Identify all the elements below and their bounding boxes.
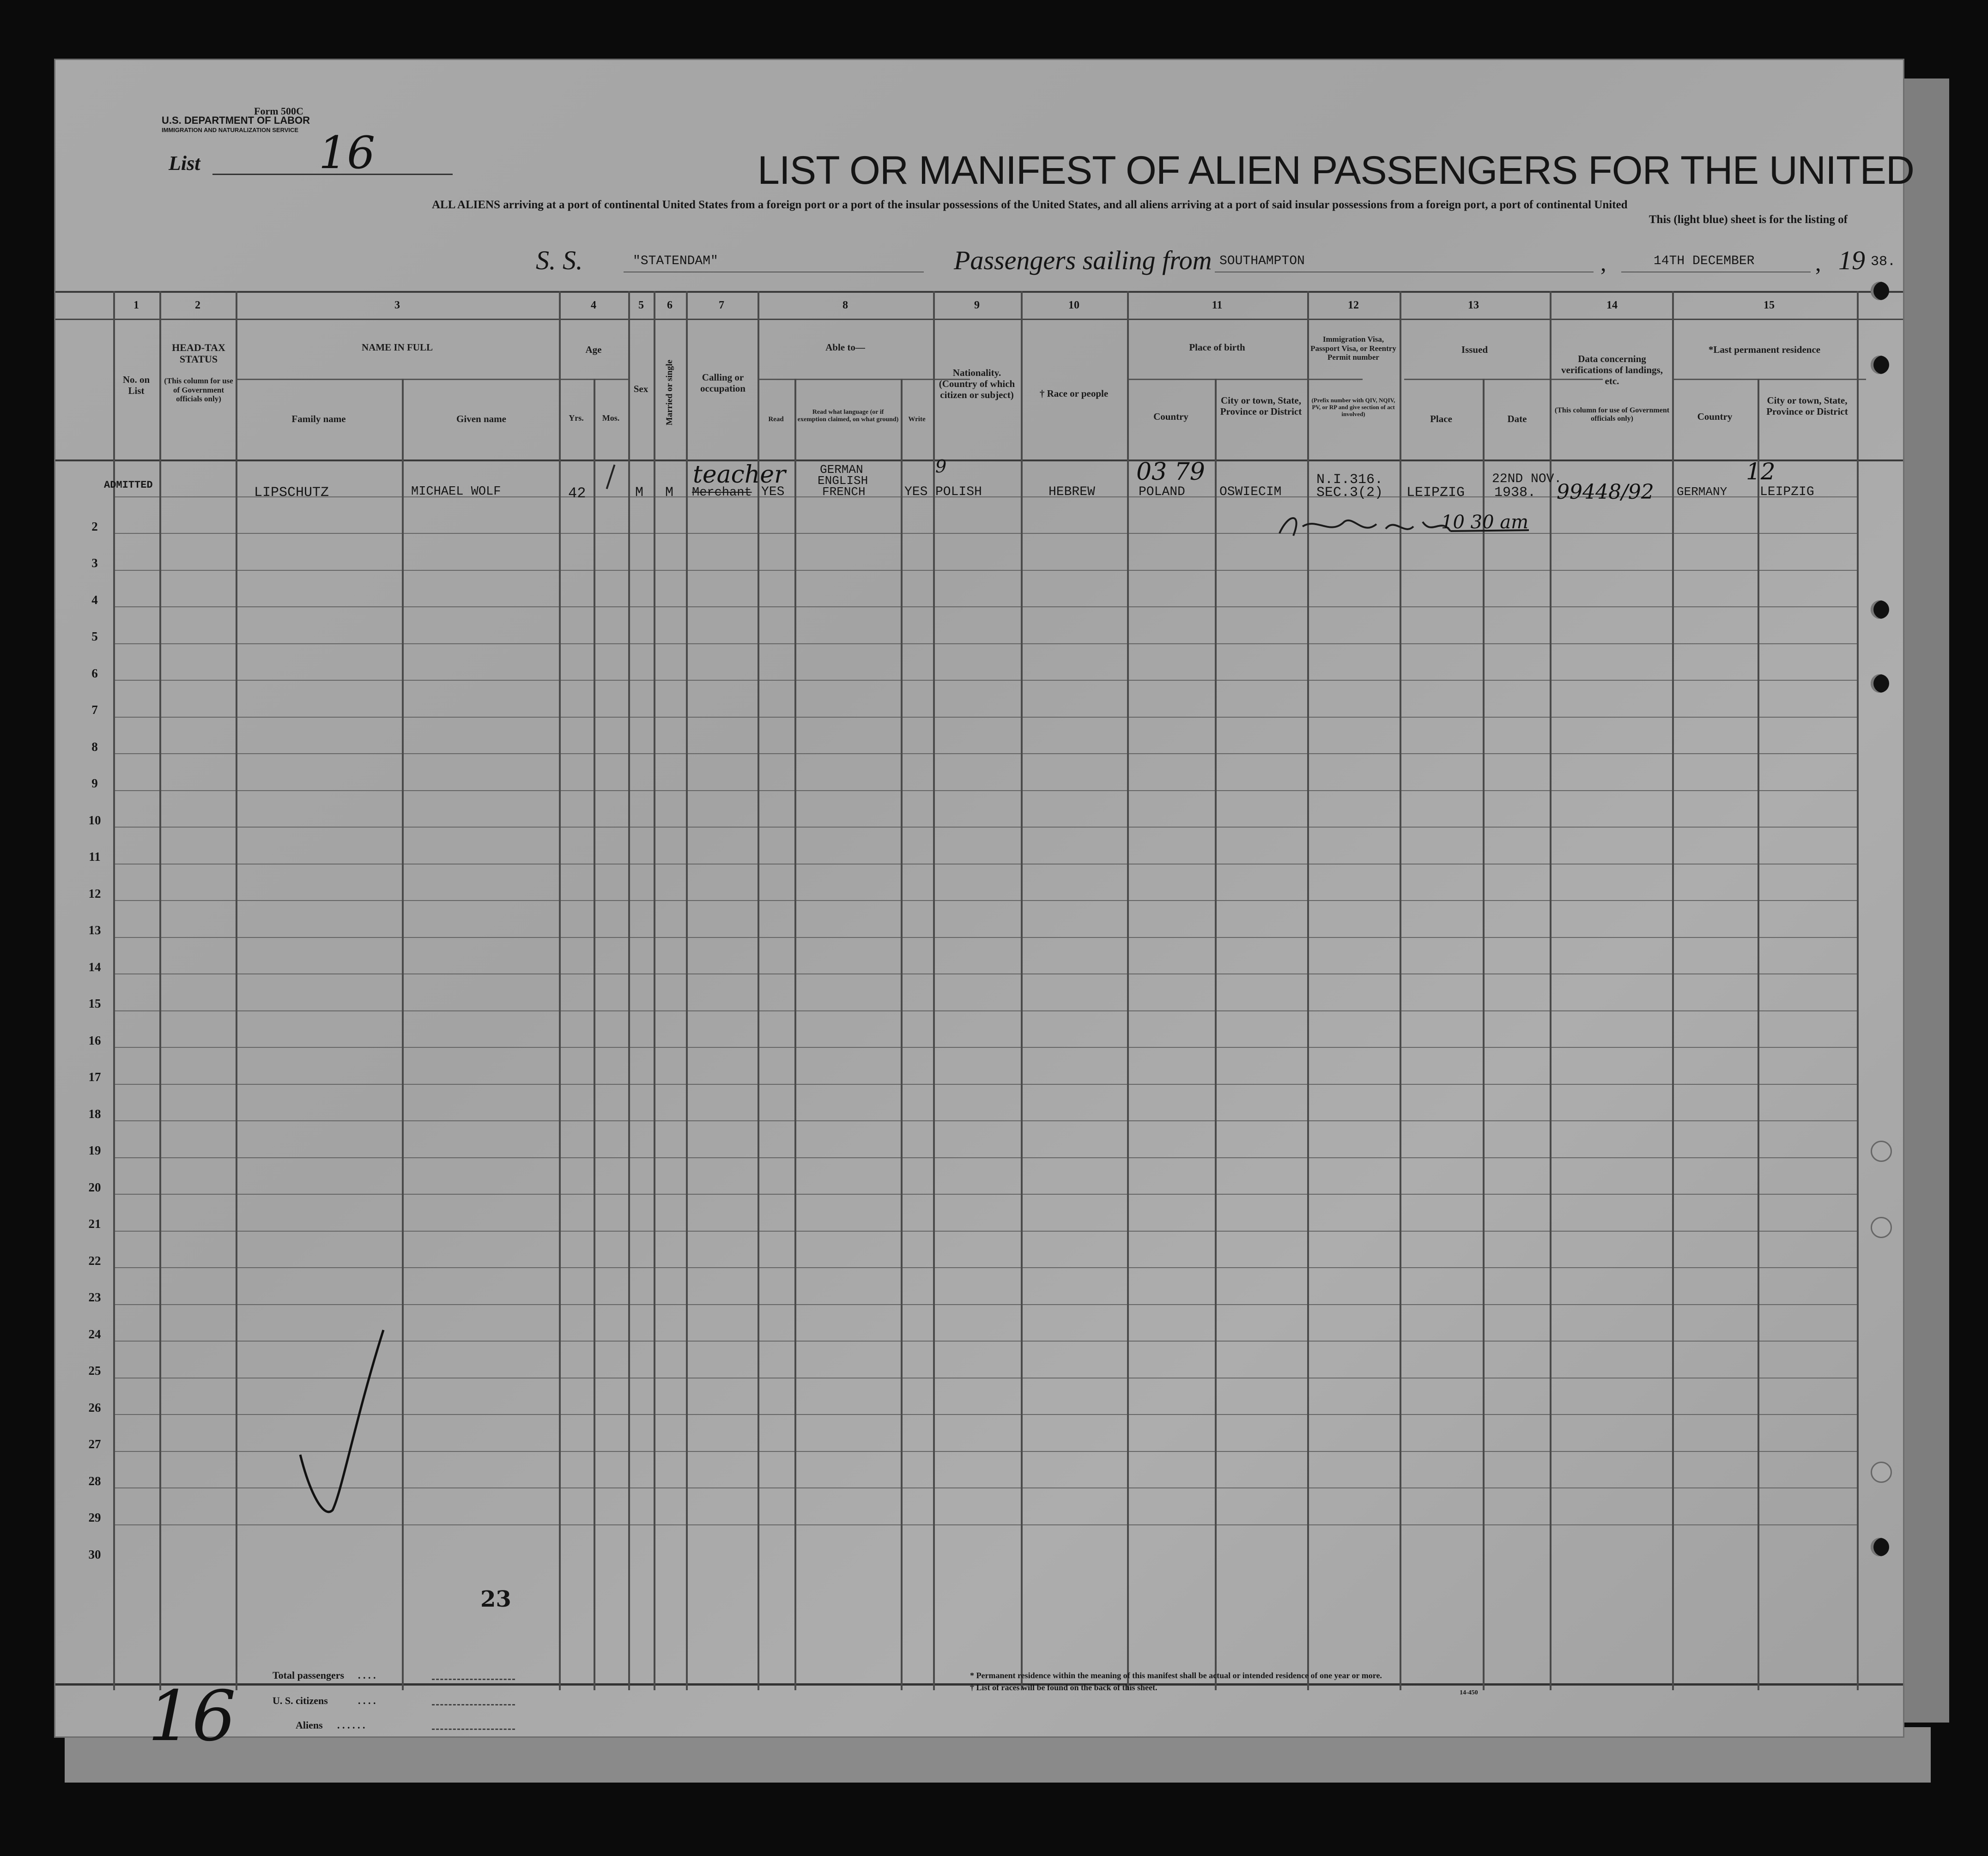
residence-code: 12 bbox=[1746, 458, 1776, 485]
header-read-lang: Read what language (or if exemption claimed, on what ground) bbox=[797, 409, 899, 423]
nationality: POLISH bbox=[935, 485, 982, 499]
birth-country: POLAND bbox=[1139, 485, 1185, 499]
given-name: MICHAEL WOLF bbox=[411, 485, 501, 499]
occupation-handwritten: teacher bbox=[693, 461, 786, 489]
col-line bbox=[628, 291, 630, 1690]
row-number: 3 bbox=[91, 556, 98, 570]
col-line bbox=[1307, 291, 1309, 1690]
row-line bbox=[113, 827, 1857, 828]
row-number: 28 bbox=[88, 1474, 101, 1488]
row-number: 29 bbox=[88, 1511, 101, 1524]
col-line bbox=[1400, 291, 1401, 1690]
col-line bbox=[686, 291, 688, 1690]
header-race: † Race or people bbox=[1039, 388, 1109, 399]
col-number: 13 bbox=[1468, 299, 1479, 311]
header-birth-country: Country bbox=[1153, 411, 1188, 422]
department-label: U.S. DEPARTMENT OF LABOR bbox=[162, 115, 310, 126]
col-line bbox=[1550, 291, 1552, 1690]
binding-hole bbox=[1871, 356, 1889, 374]
col-line bbox=[1857, 291, 1859, 1690]
col-number: 12 bbox=[1348, 299, 1359, 311]
row-line bbox=[113, 1267, 1857, 1268]
footer-list-number: 16 bbox=[148, 1676, 236, 1757]
header-birth-city: City or town, State, Province or District bbox=[1220, 395, 1302, 417]
header-married: Married or single bbox=[665, 359, 674, 426]
col-line bbox=[1758, 379, 1759, 1690]
row-number: 13 bbox=[88, 923, 101, 937]
col-line bbox=[794, 379, 796, 1690]
row-number: 7 bbox=[91, 703, 98, 717]
row-number: 24 bbox=[88, 1327, 101, 1341]
col-line bbox=[654, 291, 655, 1690]
header-mos: Mos. bbox=[602, 413, 620, 423]
can-read: YES bbox=[761, 485, 785, 499]
departure-port: SOUTHAMPTON bbox=[1219, 254, 1305, 268]
rule bbox=[1127, 379, 1363, 380]
header-age: Age bbox=[585, 344, 602, 355]
binding-hole bbox=[1871, 1141, 1892, 1162]
family-name: LIPSCHUTZ bbox=[254, 485, 329, 501]
col-line bbox=[1021, 291, 1023, 1690]
header-calling: Calling or occupation bbox=[700, 372, 746, 394]
col-line bbox=[559, 291, 561, 1690]
header-name-in-full: NAME IN FULL bbox=[361, 342, 433, 353]
header-family-name: Family name bbox=[291, 413, 346, 424]
stamp-number: 23 bbox=[480, 1586, 511, 1612]
rule bbox=[1672, 379, 1866, 380]
residence-country: GERMANY bbox=[1677, 485, 1727, 499]
header-nationality: Nationality. (Country of which citizen or subject) bbox=[939, 367, 1015, 401]
visa-section: SEC.3(2) bbox=[1316, 485, 1383, 501]
total-passengers-dots: . . . . bbox=[358, 1669, 376, 1681]
rule bbox=[55, 291, 1903, 293]
issued-place: LEIPZIG bbox=[1406, 485, 1465, 501]
instructions-line-1: ALL ALIENS arriving at a port of continental United States from a foreign port or a port of the insular possessions of the United States, and all aliens arriving at a port of said insular possessions from a foreign port, a port of continental United bbox=[432, 199, 1628, 211]
row-line bbox=[113, 973, 1857, 974]
row-number: 19 bbox=[88, 1143, 101, 1157]
row-number: 27 bbox=[88, 1437, 101, 1451]
total-passengers-label: Total passengers bbox=[273, 1669, 345, 1681]
ss-label: S. S. bbox=[536, 245, 583, 275]
binding-hole bbox=[1871, 1538, 1889, 1556]
col-number: 5 bbox=[638, 299, 644, 311]
header-head-tax: HEAD-TAX STATUS bbox=[172, 342, 225, 365]
col-number: 11 bbox=[1212, 299, 1223, 311]
aliens-line bbox=[432, 1729, 515, 1730]
header-sex: Sex bbox=[633, 383, 649, 394]
header-no-on-list: No. on List bbox=[122, 374, 150, 397]
col-number: 6 bbox=[667, 299, 673, 311]
row-number: 9 bbox=[91, 776, 98, 790]
row-line bbox=[113, 1194, 1857, 1195]
header-last-residence: *Last permanent residence bbox=[1708, 344, 1821, 355]
row-line bbox=[113, 1231, 1857, 1232]
row-line bbox=[113, 1524, 1857, 1525]
row-number: 22 bbox=[88, 1253, 101, 1268]
col-line bbox=[1215, 379, 1217, 1690]
birth-city: OSWIECIM bbox=[1219, 485, 1282, 499]
list-label: List bbox=[169, 152, 200, 175]
row-line bbox=[113, 643, 1857, 644]
col-number: 10 bbox=[1068, 299, 1079, 311]
occupation-typed: Merchant bbox=[692, 486, 752, 500]
col-number: 9 bbox=[974, 299, 980, 311]
row-line bbox=[113, 753, 1857, 754]
col-line bbox=[236, 291, 237, 1690]
year-suffix: 38. bbox=[1871, 254, 1896, 270]
row-number: 5 bbox=[91, 629, 98, 643]
row-line bbox=[113, 1157, 1857, 1158]
row-number: 15 bbox=[88, 997, 101, 1010]
row-line bbox=[113, 1304, 1857, 1305]
rule bbox=[55, 319, 1903, 320]
year-prefix: 19 bbox=[1838, 245, 1865, 275]
header-visa-note: (Prefix number with QIV, NQIV, PV, or RP and give section of act involved) bbox=[1311, 397, 1395, 417]
age-years: 42 bbox=[568, 485, 586, 502]
us-citizens-label: U. S. citizens bbox=[273, 1695, 328, 1706]
row-number: 17 bbox=[88, 1070, 101, 1084]
row-number: 2 bbox=[91, 519, 98, 533]
binding-hole bbox=[1871, 674, 1889, 693]
issued-date-line2: 1938. bbox=[1494, 485, 1536, 501]
visa-number: N.I.316. bbox=[1316, 472, 1383, 488]
aliens-label: Aliens bbox=[296, 1719, 323, 1731]
verification-number: 99448/92 bbox=[1557, 480, 1654, 504]
row-number: 6 bbox=[91, 666, 98, 680]
comma-mark: , bbox=[1600, 250, 1606, 276]
col-line bbox=[901, 379, 903, 1690]
footnote-residence: * Permanent residence within the meaning of this manifest shall be actual or intended residence of one year or more. bbox=[970, 1671, 1382, 1680]
row-number: 23 bbox=[88, 1290, 101, 1304]
row-line bbox=[113, 1047, 1857, 1048]
col-number: 15 bbox=[1764, 299, 1775, 311]
manifest-table bbox=[55, 291, 1903, 1690]
check-mark-icon bbox=[296, 1325, 397, 1519]
binding-hole bbox=[1871, 1462, 1892, 1483]
residence-city: LEIPZIG bbox=[1760, 485, 1814, 499]
header-given-name: Given name bbox=[456, 413, 506, 424]
row-number: 12 bbox=[88, 886, 101, 901]
aliens-dots: . . . . . . bbox=[337, 1719, 365, 1731]
row-line bbox=[113, 937, 1857, 938]
header-verification-note: (This column for use of Government officials only) bbox=[1554, 406, 1670, 423]
row-line bbox=[113, 717, 1857, 718]
comma-mark: , bbox=[1815, 250, 1821, 276]
header-read: Read bbox=[768, 416, 784, 423]
header-place-of-birth: Place of birth bbox=[1189, 342, 1245, 353]
col-number: 7 bbox=[719, 299, 724, 311]
col-line bbox=[1127, 291, 1129, 1690]
instructions-line-2: This (light blue) sheet is for the listing of bbox=[1649, 213, 1848, 226]
header-issued-date: Date bbox=[1507, 413, 1527, 424]
race: HEBREW bbox=[1049, 485, 1095, 499]
binding-hole bbox=[1871, 1217, 1892, 1238]
sailing-label: Passengers sailing from bbox=[954, 245, 1212, 275]
row-number: 26 bbox=[88, 1400, 101, 1415]
header-head-tax-note: (This column for use of Government officials only) bbox=[164, 376, 233, 404]
col-number: 14 bbox=[1606, 299, 1618, 311]
header-issued-place: Place bbox=[1430, 413, 1452, 424]
manifest-title: LIST OR MANIFEST OF ALIEN PASSENGERS FOR THE UNITED bbox=[758, 148, 1915, 193]
us-citizens-line bbox=[432, 1704, 515, 1705]
col-number: 8 bbox=[842, 299, 848, 311]
row-line bbox=[113, 790, 1857, 791]
total-passengers-line bbox=[432, 1679, 515, 1680]
time-annotation: 10 30 am bbox=[1441, 512, 1529, 533]
col-line bbox=[758, 291, 759, 1690]
col-line bbox=[159, 291, 161, 1690]
col-number: 4 bbox=[591, 299, 596, 311]
ship-name: "STATENDAM" bbox=[633, 254, 718, 268]
col-line bbox=[933, 291, 935, 1690]
form-code: 14-450 bbox=[1460, 1689, 1478, 1696]
row-number: 14 bbox=[88, 960, 101, 974]
row-line bbox=[113, 1084, 1857, 1085]
header-issued: Issued bbox=[1461, 344, 1488, 355]
row-line bbox=[113, 533, 1857, 534]
mos-tick bbox=[606, 465, 616, 490]
row-line bbox=[113, 680, 1857, 681]
col-number: 3 bbox=[394, 299, 400, 311]
language: ENGLISH bbox=[818, 474, 868, 488]
col-number: 2 bbox=[195, 299, 200, 311]
row-number: 21 bbox=[88, 1217, 101, 1231]
rule bbox=[55, 459, 1903, 461]
row-line bbox=[113, 900, 1857, 901]
col-number: 1 bbox=[133, 299, 139, 311]
binding-hole bbox=[1871, 282, 1889, 300]
row-number: 20 bbox=[88, 1180, 101, 1194]
language: FRENCH bbox=[822, 485, 866, 499]
manifest-sheet bbox=[55, 60, 1915, 1757]
row-number: 18 bbox=[88, 1106, 101, 1121]
footnote-races: † List of races will be found on the back of this sheet. bbox=[970, 1683, 1158, 1692]
header-able-to: Able to— bbox=[825, 342, 865, 353]
row-number: 16 bbox=[88, 1033, 101, 1047]
header-visa: Immigration Visa, Passport Visa, or Reentry Permit number bbox=[1310, 335, 1396, 362]
row-line bbox=[113, 606, 1857, 607]
header-write: Write bbox=[908, 416, 926, 423]
row-number: 25 bbox=[88, 1364, 101, 1378]
row-number: 4 bbox=[91, 592, 98, 607]
marital-status: M bbox=[665, 485, 674, 501]
row-line bbox=[113, 1120, 1857, 1121]
us-citizens-dots: . . . . bbox=[358, 1695, 376, 1706]
header-residence-city: City or town, State, Province or District bbox=[1766, 395, 1848, 417]
row-number: 30 bbox=[88, 1547, 101, 1561]
col-line bbox=[1483, 379, 1485, 1690]
form-number: Form 500C bbox=[254, 105, 303, 117]
binding-hole bbox=[1871, 600, 1889, 619]
row-line bbox=[113, 864, 1857, 865]
list-number: 16 bbox=[319, 127, 376, 179]
language: GERMAN bbox=[820, 463, 863, 477]
row-number: 8 bbox=[91, 739, 98, 754]
can-write: YES bbox=[904, 485, 928, 499]
nationality-mark: 9 bbox=[935, 456, 947, 477]
issued-date-line1: 22ND NOV. bbox=[1492, 472, 1562, 486]
admitted-stamp: ADMITTED bbox=[104, 479, 153, 491]
col-line bbox=[402, 379, 404, 1690]
row-line bbox=[113, 1010, 1857, 1011]
row-number: 11 bbox=[89, 850, 101, 864]
birth-code-handwritten: 03 79 bbox=[1136, 458, 1205, 486]
row-number: 10 bbox=[88, 813, 101, 827]
sex: M bbox=[635, 485, 644, 501]
header-yrs: Yrs. bbox=[569, 413, 584, 423]
rule bbox=[236, 379, 628, 380]
header-verification: Data concerning verifications of landings, etc. bbox=[1561, 353, 1663, 387]
row-line bbox=[113, 570, 1857, 571]
service-label: IMMIGRATION AND NATURALIZATION SERVICE bbox=[162, 127, 299, 133]
sailing-date: 14TH DECEMBER bbox=[1654, 254, 1755, 268]
col-line bbox=[594, 379, 595, 1690]
col-line bbox=[1672, 291, 1674, 1690]
header-residence-country: Country bbox=[1697, 411, 1733, 422]
